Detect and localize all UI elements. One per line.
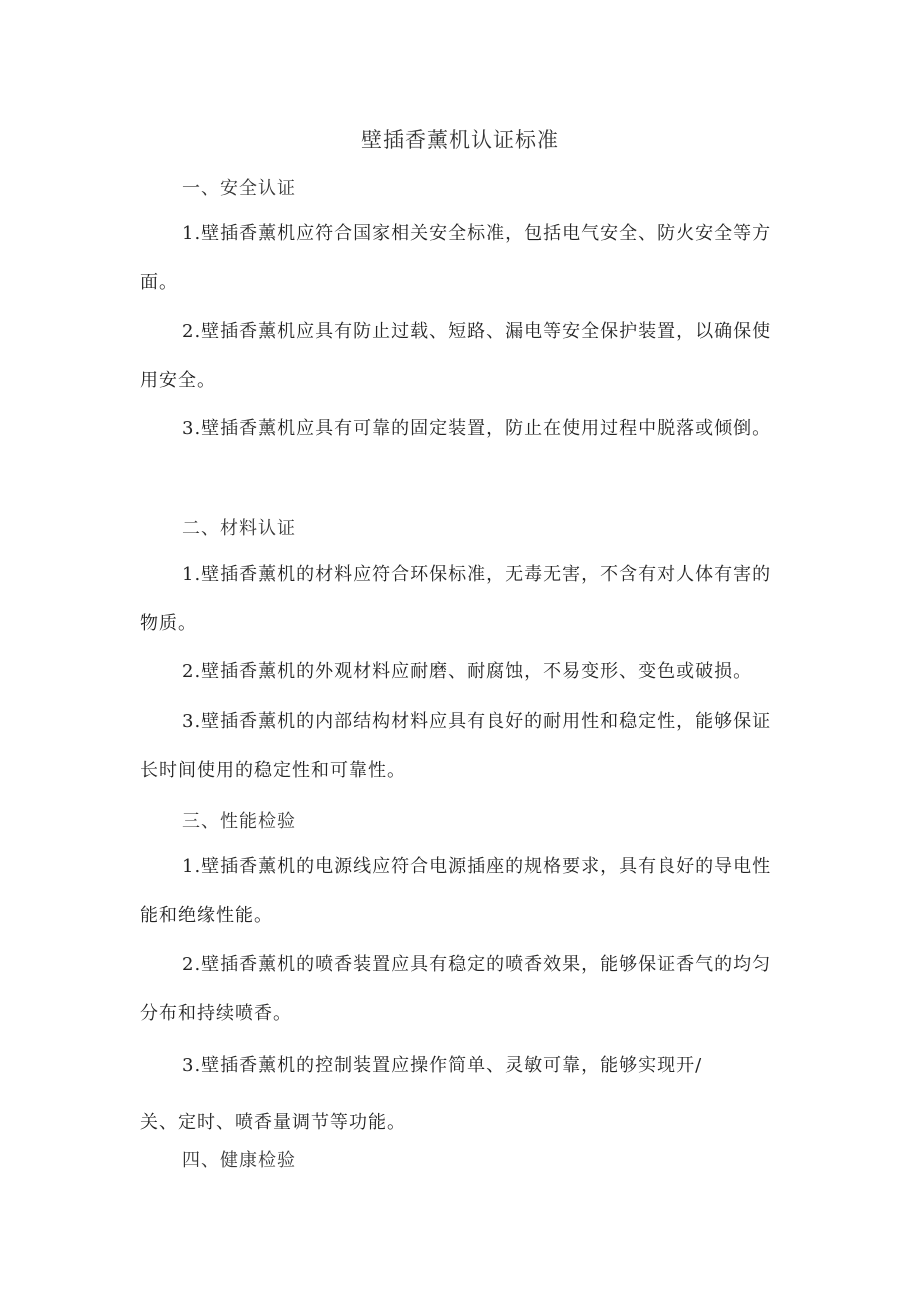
paragraph-line: 关、定时、喷香量调节等功能。: [140, 1112, 406, 1133]
paragraph: 2.壁插香薰机的外观材料应耐磨、耐腐蚀，不易变形、变色或破损。: [182, 661, 753, 682]
section-heading-materials: 二、材料认证: [182, 518, 296, 539]
paragraph: 1.壁插香薰机应符合国家相关安全标准，包括电气安全、防火安全等方面。: [140, 223, 772, 293]
paragraph: 1.壁插香薰机的电源线应符合电源插座的规格要求，具有良好的导电性能和绝缘性能。: [140, 856, 772, 926]
paragraph: 3.壁插香薰机的内部结构材料应具有良好的耐用性和稳定性，能够保证长时间使用的稳定性和可靠性。: [140, 711, 772, 781]
paragraph: 3.壁插香薰机应具有可靠的固定装置，防止在使用过程中脱落或倾倒。: [182, 418, 772, 439]
section-heading-health: 四、健康检验: [182, 1150, 296, 1171]
paragraph: 2.壁插香薰机的喷香装置应具有稳定的喷香效果，能够保证香气的均匀分布和持续喷香。: [140, 954, 772, 1024]
paragraph: 1.壁插香薰机的材料应符合环保标准，无毒无害，不含有对人体有害的物质。: [140, 564, 772, 634]
section-heading-performance: 三、性能检验: [182, 811, 296, 832]
paragraph-line: 3.壁插香薰机的控制装置应操作简单、灵敏可靠，能够实现开/: [182, 1055, 703, 1076]
paragraph: 2.壁插香薰机应具有防止过载、短路、漏电等安全保护装置，以确保使用安全。: [140, 321, 772, 391]
section-heading-safety: 一、安全认证: [182, 178, 296, 199]
document-title: 壁插香薰机认证标准: [361, 128, 559, 152]
